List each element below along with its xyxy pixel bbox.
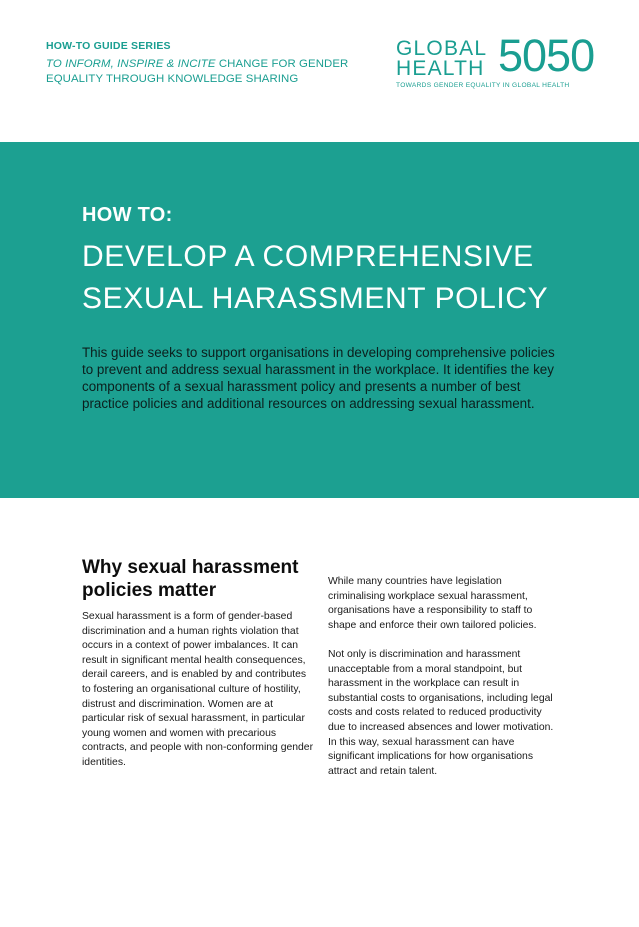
right-column-paragraph-2: Not only is discrimination and harassment unacceptable from a moral standpoint, but harassment in the workplace can result in substantial costs to organisations, including legal costs and costs related to reduced productivity due to increased absences and lower motivation. In this way, sexual harassment can have significant implications for how organisations attract and retain talent.: [328, 648, 554, 777]
intro-paragraph: This guide seeks to support organisations in developing comprehensive policies to prevent and address sexual harassment in the workplace. It identifies the key components of a sexual harassment policy and presents a number of best practice policies and additional resources on addressing sexual harassment.: [82, 345, 555, 411]
tagline-rest: CHANGE FOR GENDER: [215, 58, 349, 70]
right-column-paragraph-1: While many countries have legislation criminalising workplace sexual harassment, organisations have a responsibility to staff to shape and enforce their own tailored policies.: [328, 576, 537, 631]
document-title: [82, 236, 602, 320]
title-line-1: DEVELOP A COMPREHENSIVE: [82, 240, 534, 273]
right-column: [328, 575, 560, 779]
series-tagline-line2: EQUALITY THROUGH KNOWLEDGE SHARING: [46, 73, 299, 85]
series-label: HOW-TO GUIDE SERIES: [46, 40, 171, 52]
page-header: [0, 0, 639, 142]
logo-number: 5050: [498, 30, 595, 81]
title-banner: [0, 142, 639, 498]
logo-tagline: TOWARDS GENDER EQUALITY IN GLOBAL HEALTH: [396, 82, 570, 89]
logo-word-health: HEALTH: [396, 57, 485, 80]
global-health-5050-logo: [396, 32, 606, 102]
logo-word-global: GLOBAL: [396, 37, 488, 60]
left-column: [82, 556, 314, 771]
left-column-paragraph: Sexual harassment is a form of gender-based discrimination and a human rights violation that occurs in a context of power imbalances. It can result in significant mental health consequences, derail careers, and is enabled by and contributes to fostering an organisational culture of hostility, distrust and discrimination. Women are at particular risk of sexual harassment, in particular young women and women with precarious contracts, and people with non-conforming gender identities.: [82, 611, 314, 768]
series-block: [46, 40, 348, 85]
howto-label: HOW TO:: [82, 204, 173, 226]
series-tagline-line1: [46, 58, 348, 70]
title-line-2: SEXUAL HARASSMENT POLICY: [82, 282, 549, 315]
section-heading: Why sexual harassment policies matter: [82, 557, 299, 601]
tagline-emphasis: TO INFORM, INSPIRE & INCITE: [46, 58, 216, 70]
